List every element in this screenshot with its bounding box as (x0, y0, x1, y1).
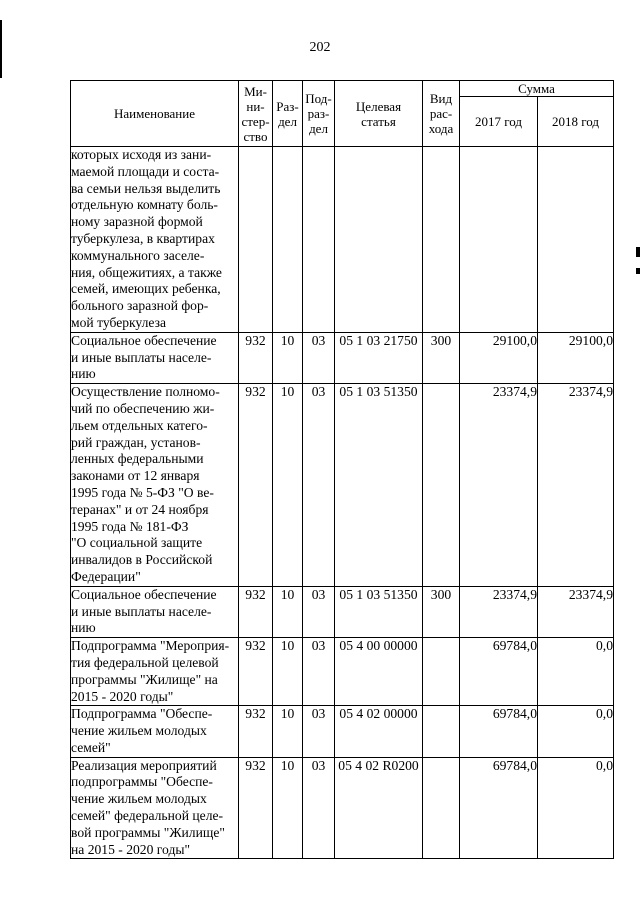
row-name-line: вой программы "Жилище" (71, 824, 225, 840)
row-name-line: и иные выплаты населе- (71, 603, 212, 619)
header-year-2017: 2017 год (460, 97, 538, 147)
ministry-cell: 932 (239, 586, 273, 637)
header-name: Наименование (71, 81, 239, 147)
row-name-line: коммунального заселе- (71, 247, 205, 263)
table-header (71, 81, 614, 147)
row-name-line: мой туберкулеза (71, 314, 167, 330)
header-target-item: Целевая статья (335, 81, 423, 147)
row-name-line: отдельную комнату боль- (71, 197, 218, 213)
sum-2017-cell (460, 147, 538, 333)
header-sum: Сумма (460, 81, 614, 97)
table-row (71, 332, 614, 383)
row-name-line: Осуществление полномо- (71, 384, 220, 400)
header-subsection: Под- раз- дел (303, 81, 335, 147)
sum-2018-cell: 23374,9 (538, 586, 614, 637)
sum-2018-cell: 29100,0 (538, 332, 614, 383)
row-name-line: Федерации" (71, 568, 141, 584)
row-name-line: Социальное обеспечение (71, 332, 217, 348)
row-name-cell (71, 757, 239, 859)
row-name-line: программы "Жилище" на (71, 671, 218, 687)
sum-2017-cell: 69784,0 (460, 638, 538, 706)
subsection-cell: 03 (303, 586, 335, 637)
table-body (71, 147, 614, 859)
sum-2018-cell (538, 147, 614, 333)
sum-2017-cell: 69784,0 (460, 757, 538, 859)
budget-table (70, 80, 614, 859)
subsection-cell: 03 (303, 706, 335, 757)
row-name-line: чение жильем молодых (71, 791, 207, 807)
row-name-line: теранах" и от 24 ноября (71, 501, 209, 517)
row-name-cell (71, 332, 239, 383)
row-name-line: Социальное обеспечение (71, 586, 217, 602)
row-name-line: ленных федеральными (71, 451, 204, 467)
subsection-cell: 03 (303, 757, 335, 859)
table-row (71, 706, 614, 757)
row-name-line: которых исходя из зани- (71, 147, 212, 162)
section-cell: 10 (273, 586, 303, 637)
row-name-line: инвалидов в Российской (71, 552, 213, 568)
row-name-line: "О социальной защите (71, 535, 203, 551)
row-name-line: семей" федеральной целе- (71, 808, 224, 824)
expense-type-cell (423, 147, 460, 333)
row-name-line: Реализация мероприятий (71, 757, 217, 773)
row-name-line: ному заразной формой (71, 214, 203, 230)
row-name-line: рий граждан, установ- (71, 434, 201, 450)
ministry-cell (239, 147, 273, 333)
expense-type-cell (423, 706, 460, 757)
target-item-cell: 05 1 03 51350 (335, 384, 423, 587)
expense-type-cell (423, 384, 460, 587)
row-name-cell (71, 638, 239, 706)
target-item-cell: 05 4 02 R0200 (335, 757, 423, 859)
target-item-cell: 05 4 02 00000 (335, 706, 423, 757)
subsection-cell: 03 (303, 332, 335, 383)
row-name-cell (71, 706, 239, 757)
ministry-cell: 932 (239, 706, 273, 757)
table-row (71, 147, 614, 333)
ministry-cell: 932 (239, 384, 273, 587)
target-item-cell (335, 147, 423, 333)
ministry-cell: 932 (239, 332, 273, 383)
section-cell: 10 (273, 706, 303, 757)
table-row (71, 384, 614, 587)
sum-2017-cell: 23374,9 (460, 586, 538, 637)
expense-type-cell: 300 (423, 586, 460, 637)
edge-mark (636, 247, 640, 257)
table-row (71, 586, 614, 637)
row-name-line: 2015 - 2020 годы" (71, 688, 174, 704)
row-name-line: 1995 года № 5-ФЗ "О ве- (71, 484, 214, 500)
row-name-line: ва семьи нельзя выделить (71, 180, 221, 196)
subsection-cell: 03 (303, 384, 335, 587)
row-name-line: чение жильем молодых (71, 723, 207, 739)
header-section: Раз- дел (273, 81, 303, 147)
row-name-line: семей" (71, 739, 111, 755)
row-name-line: подпрограммы "Обеспе- (71, 774, 213, 790)
sum-2017-cell: 23374,9 (460, 384, 538, 587)
row-name-line: 1995 года № 181-ФЗ (71, 518, 189, 534)
section-cell: 10 (273, 332, 303, 383)
row-name-line: Подпрограмма "Обеспе- (71, 706, 213, 722)
row-name-line: нию (71, 620, 96, 636)
subsection-cell: 03 (303, 638, 335, 706)
header-year-2018: 2018 год (538, 97, 614, 147)
table-row (71, 757, 614, 859)
target-item-cell: 05 1 03 51350 (335, 586, 423, 637)
row-name-line: и иные выплаты населе- (71, 349, 212, 365)
sum-2018-cell: 0,0 (538, 757, 614, 859)
edge-mark (636, 268, 640, 274)
row-name-line: тия федеральной целевой (71, 654, 219, 670)
row-name-line: семей, имеющих ребенка, (71, 281, 221, 297)
row-name-cell (71, 384, 239, 587)
row-name-line: ния, общежитиях, а также (71, 264, 222, 280)
row-name-line: на 2015 - 2020 годы" (71, 841, 191, 857)
row-name-line: больного заразной фор- (71, 298, 209, 314)
row-name-line: нию (71, 366, 96, 382)
row-name-line: Подпрограмма "Мероприя- (71, 638, 230, 654)
expense-type-cell (423, 757, 460, 859)
row-name-line: маемой площади и соста- (71, 163, 220, 179)
row-name-line: чий по обеспечению жи- (71, 400, 215, 416)
section-cell: 10 (273, 757, 303, 859)
section-cell: 10 (273, 384, 303, 587)
expense-type-cell: 300 (423, 332, 460, 383)
expense-type-cell (423, 638, 460, 706)
ministry-cell: 932 (239, 638, 273, 706)
page-number: 202 (309, 40, 331, 55)
row-name-line: законами от 12 января (71, 468, 200, 484)
subsection-cell (303, 147, 335, 333)
table-row (71, 638, 614, 706)
section-cell: 10 (273, 638, 303, 706)
ministry-cell: 932 (239, 757, 273, 859)
sum-2017-cell: 29100,0 (460, 332, 538, 383)
row-name-cell (71, 586, 239, 637)
target-item-cell: 05 1 03 21750 (335, 332, 423, 383)
row-name-line: туберкулеза, в квартирах (71, 230, 215, 246)
header-expense-type: Вид рас- хода (423, 81, 460, 147)
row-name-line: льем отдельных катего- (71, 417, 208, 433)
sum-2018-cell: 0,0 (538, 638, 614, 706)
section-cell (273, 147, 303, 333)
header-ministry: Ми- ни- стер- ство (239, 81, 273, 147)
sum-2017-cell: 69784,0 (460, 706, 538, 757)
target-item-cell: 05 4 00 00000 (335, 638, 423, 706)
sum-2018-cell: 0,0 (538, 706, 614, 757)
sum-2018-cell: 23374,9 (538, 384, 614, 587)
row-name-cell (71, 147, 239, 333)
